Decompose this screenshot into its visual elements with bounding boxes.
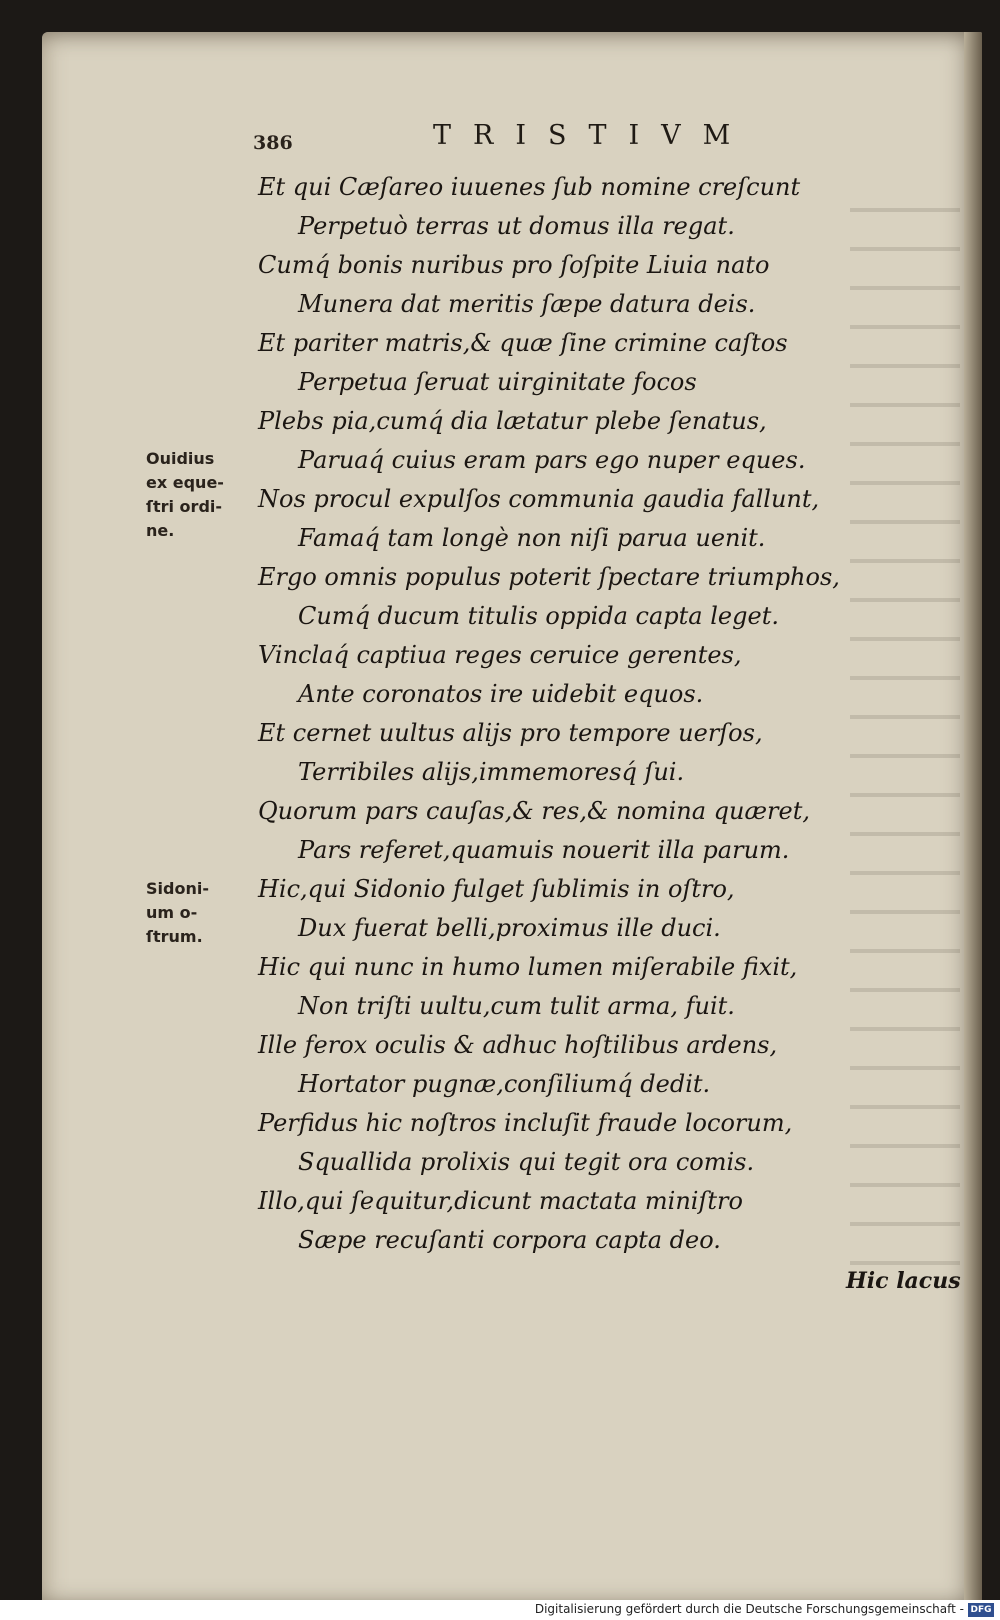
verse-line: Ante coronatos ire uidebit equos. [298, 680, 704, 708]
margin-note-ovidius [146, 447, 246, 543]
catchword: Hic lacus [846, 1268, 961, 1294]
verse-line: Pars referet,quamuis nouerit illa parum. [298, 836, 790, 864]
page-header [253, 120, 783, 160]
dfg-logo: DFG [968, 1603, 994, 1617]
verse-line: Perpetua ſeruat uirginitate focos [298, 368, 697, 396]
margin-note-line: ſtrum. [146, 927, 203, 946]
footer-bar [0, 1600, 1000, 1620]
verse-line: Nos procul expulſos communia gaudia fallunt, [258, 485, 820, 513]
margin-note-line: ne. [146, 521, 175, 540]
verse-line: Hortator pugnæ,conſiliumq́ dedit. [298, 1070, 711, 1098]
bleed-through-text [850, 182, 960, 1282]
verse-line: Ille ferox oculis & adhuc hoſtilibus ardens, [258, 1031, 778, 1059]
page-edge [964, 32, 982, 1607]
margin-note-line: ſtri ordi- [146, 497, 223, 516]
verse-line: Quorum pars cauſas,& res,& nomina quæret, [258, 797, 810, 825]
verse-line: Ergo omnis populus poterit ſpectare triumphos, [258, 563, 840, 591]
verse-line: Et pariter matris,& quæ ſine crimine caſtos [258, 329, 788, 357]
footer-credit: Digitalisierung gefördert durch die Deutsche Forschungsgemeinschaft - [534, 1602, 964, 1616]
verse-line: Squallida prolixis qui tegit ora comis. [298, 1148, 755, 1176]
verse-line: Perfidus hic noſtros incluſit fraude locorum, [258, 1109, 793, 1137]
verse-line: Sæpe recuſanti corpora capta deo. [298, 1226, 721, 1254]
verse-line: Et cernet uultus alijs pro tempore uerſos, [258, 719, 763, 747]
verse-line: Famaq́ tam longè non niſi parua uenit. [298, 524, 766, 552]
verse-line: Illo,qui ſequitur,dicunt mactata miniſtro [258, 1187, 743, 1215]
verse-text [258, 168, 840, 1260]
verse-line: Munera dat meritis ſæpe datura deis. [298, 290, 756, 318]
verse-line: Vinclaq́ captiua reges ceruice gerentes, [258, 641, 742, 669]
verse-line: Paruaq́ cuius eram pars ego nuper eques. [298, 446, 806, 474]
verse-line: Non triſti uultu,cum tulit arma, fuit. [298, 992, 735, 1020]
margin-note-line: Ouidius [146, 449, 215, 468]
margin-note-line: um o- [146, 903, 198, 922]
verse-line: Hic qui nunc in humo lumen miſerabile fixit, [258, 953, 798, 981]
running-title: TRISTIVM [433, 120, 753, 151]
page-number: 386 [253, 132, 293, 154]
verse-line: Terribiles alijs,immemoresq́ ſui. [298, 758, 685, 786]
verse-line: Hic,qui Sidonio fulget ſublimis in oſtro, [258, 875, 735, 903]
margin-note-sidonium [146, 877, 246, 949]
verse-line: Perpetuò terras ut domus illa regat. [298, 212, 735, 240]
verse-line: Dux fuerat belli,proximus ille duci. [298, 914, 721, 942]
verse-line: Et qui Cæſareo iuuenes ſub nomine creſcunt [258, 173, 801, 201]
margin-note-line: Sidoni- [146, 879, 209, 898]
verse-line: Cumq́ ducum titulis oppida capta leget. [298, 602, 779, 630]
margin-note-line: ex eque- [146, 473, 224, 492]
verse-line: Plebs pia,cumq́ dia lætatur plebe ſenatus, [258, 407, 767, 435]
verse-line: Cumq́ bonis nuribus pro ſoſpite Liuia nato [258, 251, 770, 279]
